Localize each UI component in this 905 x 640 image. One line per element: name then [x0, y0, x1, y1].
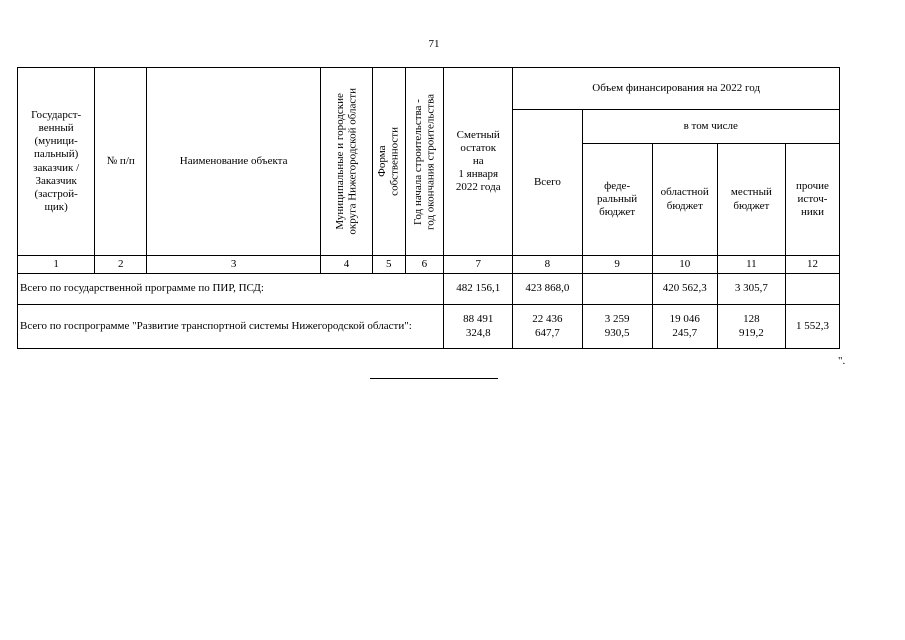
- page-number: 71: [428, 38, 440, 50]
- column-numbers-row: [18, 256, 840, 274]
- column-number: 7: [444, 256, 513, 274]
- row-total: 22 436 647,7: [513, 305, 582, 349]
- column-number: 3: [147, 256, 321, 274]
- header-municipalities: [321, 68, 373, 256]
- column-number: 11: [717, 256, 785, 274]
- row-federal: [582, 274, 652, 305]
- column-number: 4: [321, 256, 373, 274]
- column-number: 2: [95, 256, 147, 274]
- header-object-name: Наименование объекта: [147, 68, 321, 256]
- row-total: 423 868,0: [513, 274, 582, 305]
- row-regional: 420 562,3: [652, 274, 717, 305]
- financing-table: [17, 67, 840, 349]
- column-number: 9: [582, 256, 652, 274]
- header-regional: областной бюджет: [652, 144, 717, 256]
- row-federal: 3 259 930,5: [582, 305, 652, 349]
- column-number: 5: [372, 256, 405, 274]
- column-number: 6: [405, 256, 444, 274]
- header-construction-years-text: Год начала строительства - год окончания строительства: [411, 93, 437, 230]
- header-financing: Объем финансирования на 2022 год: [513, 68, 840, 110]
- separator-line: [370, 378, 498, 379]
- header-ownership-text: Форма собственности: [376, 127, 401, 196]
- header-customer: Государст- венный (муници- пальный) заказчик / Заказчик (застрой- щик): [18, 68, 95, 256]
- row-label: Всего по госпрограмме "Развитие транспортной системы Нижегородской области":: [18, 305, 444, 349]
- column-number: 8: [513, 256, 582, 274]
- row-local: 128 919,2: [717, 305, 785, 349]
- header-municipalities-text: Муниципальные и городские округа Нижегородской области: [333, 88, 359, 235]
- header-federal: феде- ральный бюджет: [582, 144, 652, 256]
- row-other: 1 552,3: [785, 305, 839, 349]
- row-regional: 19 046 245,7: [652, 305, 717, 349]
- row-other: [785, 274, 839, 305]
- closing-quote: ".: [838, 355, 846, 367]
- header-ownership: [372, 68, 405, 256]
- row-label: Всего по государственной программе по ПИР, ПСД:: [18, 274, 444, 305]
- header-row-1: [18, 68, 840, 110]
- table-row: [18, 305, 840, 349]
- header-construction-years: [405, 68, 444, 256]
- row-estimate: 88 491 324,8: [444, 305, 513, 349]
- header-including: в том числе: [582, 110, 839, 144]
- column-number: 12: [785, 256, 839, 274]
- column-number: 1: [18, 256, 95, 274]
- table-row: [18, 274, 840, 305]
- header-estimate-balance: Сметный остаток на 1 января 2022 года: [444, 68, 513, 256]
- column-number: 10: [652, 256, 717, 274]
- row-local: 3 305,7: [717, 274, 785, 305]
- header-item-number: № п/п: [95, 68, 147, 256]
- row-estimate: 482 156,1: [444, 274, 513, 305]
- header-total: Всего: [513, 110, 582, 256]
- header-other: прочие источ- ники: [785, 144, 839, 256]
- header-local: местный бюджет: [717, 144, 785, 256]
